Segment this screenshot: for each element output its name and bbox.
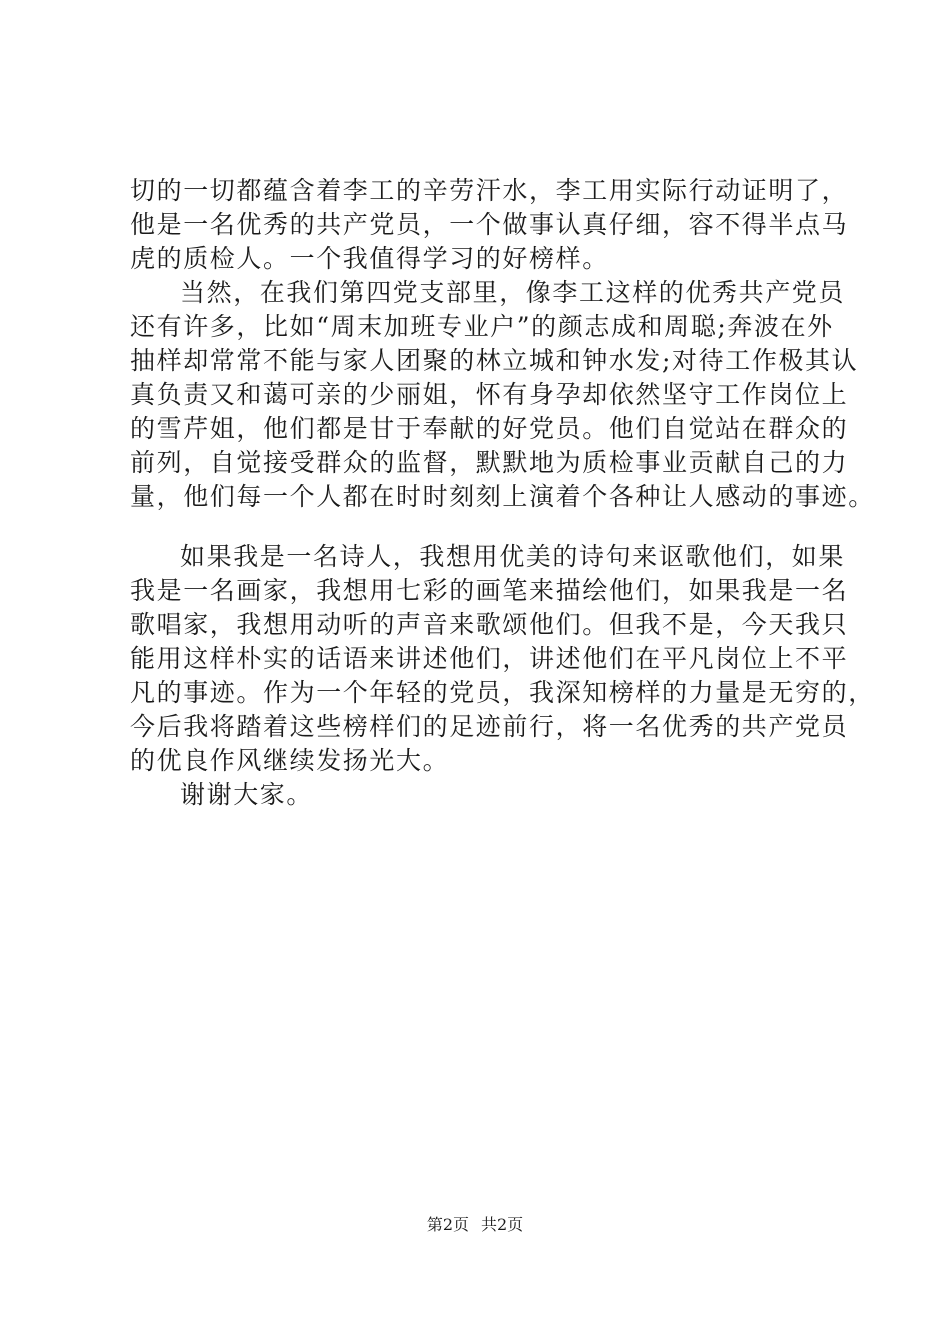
paragraph-3-line-3: 歌唱家，我想用动听的声音来歌颂他们。但我不是，今天我只 [130, 610, 849, 639]
page-footer [0, 1214, 950, 1236]
paragraph-3-line-4: 能用这样朴实的话语来讲述他们，讲述他们在平凡岗位上不平 [130, 644, 849, 673]
paragraph-2-line-7: 量，他们每一个人都在时时刻刻上演着个各种让人感动的事迹。 [130, 482, 875, 511]
paragraph-3-line-2: 我是一名画家，我想用七彩的画笔来描绘他们，如果我是一名 [130, 576, 849, 605]
paragraph-1-line-2: 他是一名优秀的共产党员，一个做事认真仔细，容不得半点马 [130, 210, 849, 239]
paragraph-1-line-1: 切的一切都蕴含着李工的辛劳汗水，李工用实际行动证明了， [130, 176, 849, 205]
page-number: 第2页 [426, 1215, 469, 1234]
paragraph-3-line-1: 如果我是一名诗人，我想用优美的诗句来讴歌他们，如果 [180, 542, 846, 571]
paragraph-1-line-3: 虎的质检人。一个我值得学习的好榜样。 [130, 244, 609, 273]
paragraph-3-line-6: 今后我将踏着这些榜样们的足迹前行，将一名优秀的共产党员 [130, 712, 849, 741]
paragraph-2-line-2: 还有许多，比如“周末加班专业户”的颜志成和周聪;奔波在外 [130, 312, 834, 341]
page-total: 共2页 [481, 1215, 524, 1234]
paragraph-3-line-7: 的优良作风继续发扬光大。 [130, 746, 450, 775]
paragraph-3-line-5: 凡的事迹。作为一个年轻的党员，我深知榜样的力量是无穷的， [130, 678, 875, 707]
paragraph-2-line-3: 抽样却常常不能与家人团聚的林立城和钟水发;对待工作极其认 [130, 346, 859, 375]
paragraph-2-line-5: 的雪芹姐，他们都是甘于奉献的好党员。他们自觉站在群众的 [130, 414, 849, 443]
paragraph-2-line-4: 真负责又和蔼可亲的少丽姐，怀有身孕却依然坚守工作岗位上 [130, 380, 849, 409]
paragraph-2-line-1: 当然，在我们第四党支部里，像李工这样的优秀共产党员 [180, 278, 846, 307]
paragraph-2-line-6: 前列，自觉接受群众的监督，默默地为质检事业贡献自己的力 [130, 448, 849, 477]
paragraph-4-line-1: 谢谢大家。 [180, 780, 314, 809]
